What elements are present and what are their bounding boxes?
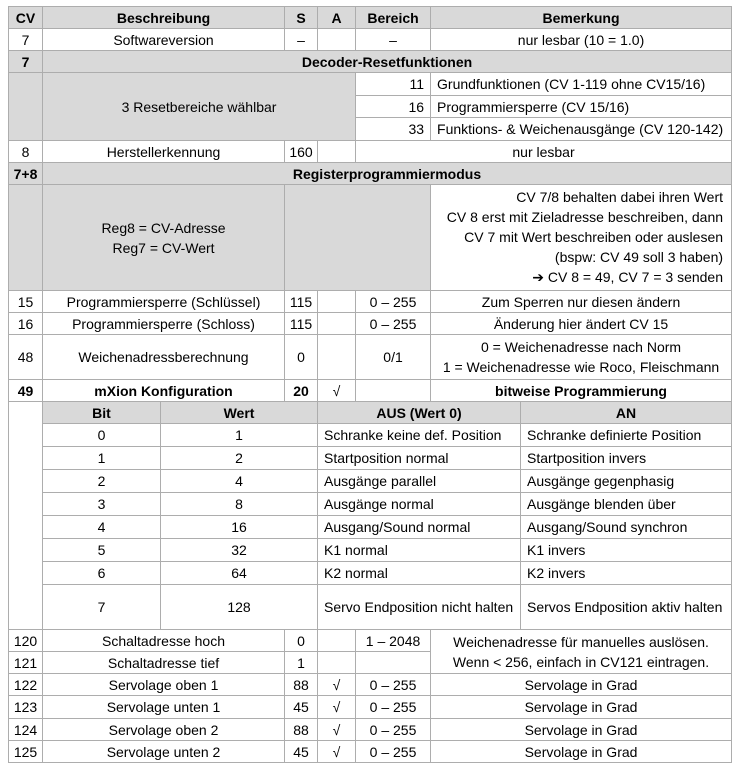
header-cv: CV [9, 7, 43, 29]
bereich-cell: 0 – 255 [356, 719, 431, 741]
aus-cell: Ausgänge normal [318, 493, 521, 516]
reset-value-cell: 33 [356, 118, 431, 141]
register-arrow-text: CV 8 = 49, CV 7 = 3 senden [544, 269, 724, 285]
bit-cell: 6 [43, 562, 161, 585]
s-cell: 88 [285, 719, 318, 741]
row-bit-0 [9, 424, 732, 447]
section-title: Registerprogrammiermodus [43, 163, 732, 185]
wert-cell: 128 [161, 585, 318, 630]
bit-cell: 5 [43, 539, 161, 562]
beschreibung-cell: Servolage unten 2 [43, 741, 285, 763]
cv-cell: 15 [9, 291, 43, 313]
row-cv122 [9, 674, 732, 696]
row-register-section-header [9, 163, 732, 185]
s-cell: 0 [285, 630, 318, 652]
cv-cell-empty [9, 185, 43, 291]
bemerkung-cell [431, 335, 732, 380]
a-checkmark-cell: √ [318, 674, 356, 696]
register-spacer-cell [285, 185, 431, 291]
an-cell: Servos Endposition aktiv halten [521, 585, 732, 630]
bereich-cell: – [356, 29, 431, 51]
a-cell [318, 630, 356, 652]
row-bit-4 [9, 516, 732, 539]
reset-value-cell: 11 [356, 73, 431, 96]
row-reset-option [9, 73, 732, 96]
an-cell: K2 invers [521, 562, 732, 585]
bit-header-wert: Wert [161, 402, 318, 424]
cv-cell: 7 [9, 29, 43, 51]
bit-cell: 0 [43, 424, 161, 447]
bemerkung-cell: Servolage in Grad [431, 719, 732, 741]
beschreibung-cell: Weichenadressberechnung [43, 335, 285, 380]
section-title: Decoder-Resetfunktionen [43, 51, 732, 73]
aus-cell: Servo Endposition nicht halten [318, 585, 521, 630]
cv-cell: 123 [9, 696, 43, 719]
beschreibung-cell: Servolage unten 1 [43, 696, 285, 719]
s-cell: 45 [285, 696, 318, 719]
wert-cell: 8 [161, 493, 318, 516]
s-cell: 0 [285, 335, 318, 380]
reset-desc-cell: Funktions- & Weichenausgänge (CV 120-142) [431, 118, 732, 141]
register-note-cell [431, 185, 732, 291]
row-cv15 [9, 291, 732, 313]
cv-cell: 124 [9, 719, 43, 741]
cv-cell: 8 [9, 141, 43, 163]
row-register-body [9, 185, 732, 291]
bereich-cell: 0 – 255 [356, 741, 431, 763]
register-label-line: Reg7 = CV-Wert [112, 239, 215, 256]
bemerkung-cell: nur lesbar (10 = 1.0) [431, 29, 732, 51]
bereich-cell: 0/1 [356, 335, 431, 380]
an-cell: Ausgang/Sound synchron [521, 516, 732, 539]
wert-cell: 64 [161, 562, 318, 585]
a-checkmark-cell: √ [318, 719, 356, 741]
bemerkung-cell: Servolage in Grad [431, 741, 732, 763]
a-checkmark-cell: √ [318, 741, 356, 763]
row-cv48 [9, 335, 732, 380]
cv-cell: 121 [9, 652, 43, 674]
cv-cell: 7+8 [9, 163, 43, 185]
a-cell [318, 335, 356, 380]
beschreibung-cell: Schaltadresse tief [43, 652, 285, 674]
bemerkung-cell: Zum Sperren nur diesen ändern [431, 291, 732, 313]
wert-cell: 2 [161, 447, 318, 470]
s-cell: 88 [285, 674, 318, 696]
row-bit-1 [9, 447, 732, 470]
s-cell: 160 [285, 141, 318, 163]
row-reset-section-header [9, 51, 732, 73]
beschreibung-cell: Servolage oben 2 [43, 719, 285, 741]
row-cv8-hersteller [9, 141, 732, 163]
aus-cell: Schranke keine def. Position [318, 424, 521, 447]
bit-header-aus: AUS (Wert 0) [318, 402, 521, 424]
bemerkung-cell: Servolage in Grad [431, 674, 732, 696]
row-cv120 [9, 630, 732, 652]
bemerkung-line: Wenn < 256, einfach in CV121 eintragen. [452, 653, 710, 670]
bit-cell: 1 [43, 447, 161, 470]
register-label-line: Reg8 = CV-Adresse [101, 219, 226, 236]
an-cell: Startposition invers [521, 447, 732, 470]
row-bit-2 [9, 470, 732, 493]
bemerkung-cell: bitweise Programmierung [431, 380, 732, 402]
row-bit-3 [9, 493, 732, 516]
an-cell: Ausgänge gegenphasig [521, 470, 732, 493]
row-cv123 [9, 696, 732, 719]
row-bit-header [9, 402, 732, 424]
cv-table [8, 6, 732, 763]
register-note-line: (bspw: CV 49 soll 3 haben) [554, 249, 724, 265]
cv-cell-empty [9, 402, 43, 630]
beschreibung-cell: Programmiersperre (Schloss) [43, 313, 285, 335]
a-cell [318, 291, 356, 313]
cv-cell: 49 [9, 380, 43, 402]
wert-cell: 32 [161, 539, 318, 562]
register-note-line: CV 8 erst mit Zieladresse beschreiben, dann [446, 209, 724, 225]
beschreibung-cell: Herstellerkennung [43, 141, 285, 163]
bemerkung-cell: Servolage in Grad [431, 696, 732, 719]
a-checkmark-cell: √ [318, 696, 356, 719]
header-bereich: Bereich [356, 7, 431, 29]
a-checkmark-cell: √ [318, 380, 356, 402]
beschreibung-cell: Servolage oben 1 [43, 674, 285, 696]
bereich-cell: 1 – 2048 [356, 630, 431, 652]
row-cv16 [9, 313, 732, 335]
bemerkung-line: 0 = Weichenadresse nach Norm [480, 339, 682, 355]
aus-cell: Startposition normal [318, 447, 521, 470]
a-cell [318, 652, 356, 674]
bereich-cell [356, 380, 431, 402]
beschreibung-cell: mXion Konfiguration [43, 380, 285, 402]
row-cv49 [9, 380, 732, 402]
row-bit-5 [9, 539, 732, 562]
row-bit-6 [9, 562, 732, 585]
s-cell: 115 [285, 291, 318, 313]
bereich-cell: 0 – 255 [356, 674, 431, 696]
cv-cell-empty [9, 73, 43, 141]
row-bit-7 [9, 585, 732, 630]
a-cell [318, 313, 356, 335]
an-cell: Schranke definierte Position [521, 424, 732, 447]
s-cell: 115 [285, 313, 318, 335]
bemerkung-cell: Änderung hier ändert CV 15 [431, 313, 732, 335]
register-note-line: CV 7 mit Wert beschreiben oder auslesen [464, 229, 724, 245]
header-s: S [285, 7, 318, 29]
cv-cell: 125 [9, 741, 43, 763]
beschreibung-cell: Programmiersperre (Schlüssel) [43, 291, 285, 313]
an-cell: Ausgänge blenden über [521, 493, 732, 516]
reset-label-cell: 3 Resetbereiche wählbar [43, 73, 356, 141]
aus-cell: K2 normal [318, 562, 521, 585]
row-cv124 [9, 719, 732, 741]
reset-desc-cell: Programmiersperre (CV 15/16) [431, 96, 732, 118]
bit-cell: 4 [43, 516, 161, 539]
register-label-cell [43, 185, 285, 291]
bemerkung-cell [431, 630, 732, 674]
aus-cell: K1 normal [318, 539, 521, 562]
s-cell: 20 [285, 380, 318, 402]
cv-cell: 120 [9, 630, 43, 652]
bit-cell: 2 [43, 470, 161, 493]
wert-cell: 16 [161, 516, 318, 539]
cv-cell: 7 [9, 51, 43, 73]
header-bemerkung: Bemerkung [431, 7, 732, 29]
header-a: A [318, 7, 356, 29]
bemerkung-line: 1 = Weichenadresse wie Roco, Fleischmann [442, 359, 720, 375]
aus-cell: Ausgang/Sound normal [318, 516, 521, 539]
beschreibung-cell: Softwareversion [43, 29, 285, 51]
bit-cell: 7 [43, 585, 161, 630]
cv-cell: 16 [9, 313, 43, 335]
aus-cell: Ausgänge parallel [318, 470, 521, 493]
reset-value-cell: 16 [356, 96, 431, 118]
register-note-line: CV 7/8 behalten dabei ihren Wert [516, 189, 724, 205]
row-cv7-software [9, 29, 732, 51]
cv-cell: 122 [9, 674, 43, 696]
arrow-right-icon: ➔ [532, 270, 544, 286]
cv-cell: 48 [9, 335, 43, 380]
bereich-cell: 0 – 255 [356, 313, 431, 335]
an-cell: K1 invers [521, 539, 732, 562]
a-cell [318, 141, 356, 163]
s-cell: 45 [285, 741, 318, 763]
wert-cell: 1 [161, 424, 318, 447]
register-note-arrow-line [435, 267, 723, 288]
row-cv125 [9, 741, 732, 763]
bemerkung-cell: nur lesbar [356, 141, 732, 163]
beschreibung-cell: Schaltadresse hoch [43, 630, 285, 652]
wert-cell: 4 [161, 470, 318, 493]
bit-cell: 3 [43, 493, 161, 516]
a-cell [318, 29, 356, 51]
bit-header-bit: Bit [43, 402, 161, 424]
table-header-row [9, 7, 732, 29]
s-cell: 1 [285, 652, 318, 674]
bereich-cell: 0 – 255 [356, 291, 431, 313]
reset-desc-cell: Grundfunktionen (CV 1-119 ohne CV15/16) [431, 73, 732, 96]
s-cell: – [285, 29, 318, 51]
bereich-cell [356, 652, 431, 674]
bemerkung-line: Weichenadresse für manuelles auslösen. [453, 633, 709, 650]
bit-header-an: AN [521, 402, 732, 424]
header-beschreibung: Beschreibung [43, 7, 285, 29]
bereich-cell: 0 – 255 [356, 696, 431, 719]
